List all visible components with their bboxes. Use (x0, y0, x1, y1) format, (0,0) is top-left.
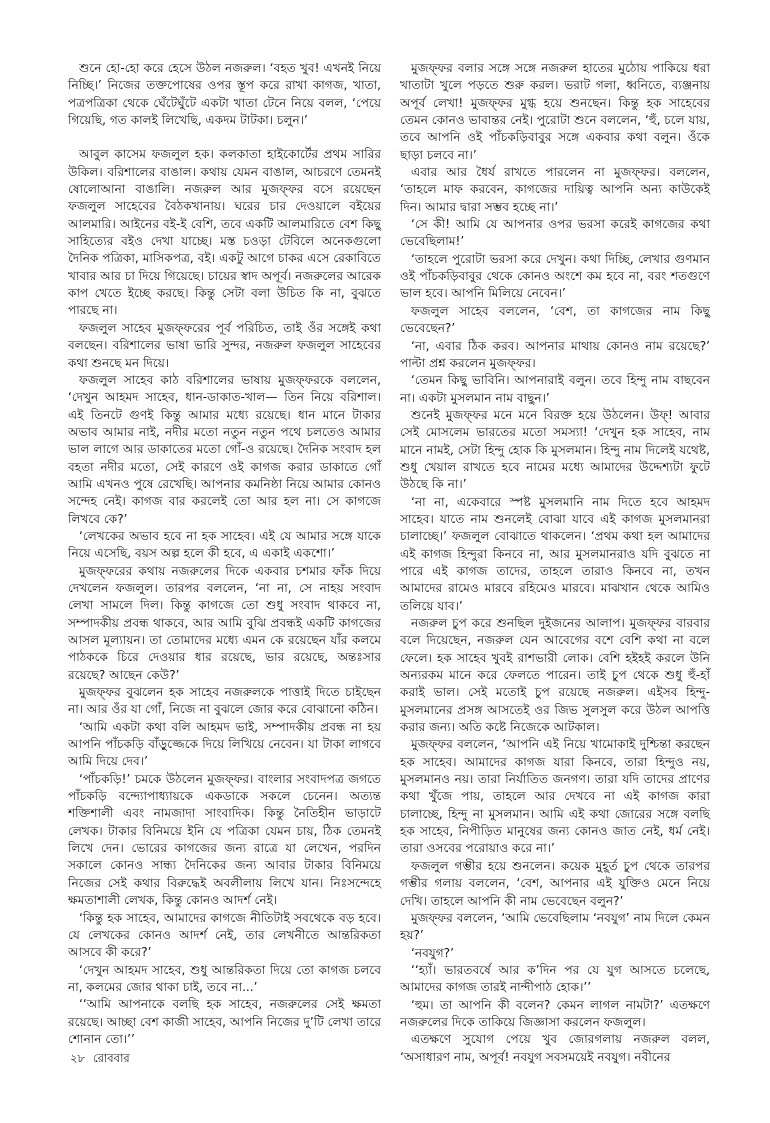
paragraph: ‘না, এবার ঠিক করব। আপনার মাথায় কোনও নাম রয়েছে?’ পাল্টা প্রশ্ন করলেন মুজফ্ফর। (400, 338, 710, 370)
right-text-column (400, 60, 710, 1066)
paragraph: ফজলুল সাহেব মুজফ্ফরের পূর্ব পরিচিত, তাই ওঁর সঙ্গেই কথা বলছেন। বরিশালের ভাষা ভারি সুন্দর, নজরুল ফজলুল সাহেবের কথা শুনছে মন দিয়ে। (68, 320, 381, 370)
page-number: ২৮ (70, 1051, 85, 1065)
paragraph: ‘নবযুগ?’ (411, 945, 454, 960)
paragraph: ‘‘হ্যাঁ। ভারতবর্ষে আর ক’দিন পর যে যুগ আসতে চলেছে, আমাদের কাগজ তারই নান্দীপাঠ হোক।’’ (400, 962, 710, 995)
paragraph: মুজফ্ফর বলার সঙ্গে সঙ্গে নজরুল হাতের মুঠোয় পাকিয়ে ধরা খাতাটা খুলে পড়তে শুরু করল। ভরাট গলা, ধ্বনিতে, ব্যঞ্জনায় অপূর্ব লেখা! মুজফ্ফর মুগ্ধ হয়ে শুনছেন। কিন্তু হক সাহেবের তেমন কোনও ভাবান্তর নেই। পুরোটা শুনে বললেন, ‘হুঁ, চলে যায়, তবে আপনি ওই পাঁচকড়িবাবুর সঙ্গে একবার কথা বলুন। ওঁকে ছাড়া চলবে না।’ (400, 61, 710, 162)
paragraph: ‘তাহলে পুরোটা ভরসা করে দেখুন। কথা দিচ্ছি, লেখার গুণমান ওই পাঁচকড়িবাবুর থেকে কোনও অংশে কম হবে না, বরং শতগুণে ভাল হবে। আপনি মিলিয়ে নেবেন।’ (400, 251, 710, 301)
paragraph: ‘সে কী! আমি যে আপনার ওপর ভরসা করেই কাগজের কথা ভেবেছিলাম!’ (400, 217, 710, 249)
paragraph: ফজলুল সাহেব কাঠ বরিশালের ভাষায় মুজফ্ফরকে বললেন, ‘দেখুন আহমদ সাহেব, ধান-ডাকাত-খাল— তিন নিয়ে বরিশাল। এই তিনটে গুণই কিন্তু আমার মধ্যে রয়েছে। ধান মানে টাকার অভাব আমার নাই, নদীর মতো নতুন নতুন পথে চলতেও আমার ভাল লাগে আর ডাকাতের মতো গোঁ-ও রয়েছে। দৈনিক সংবাদ হল বহতা নদীর মতো, সেই কারণে ওই কাগজ করার ডাকাতে গোঁ আমি এখনও পুষে রেখেছি। আপনার কমনিষ্ঠা নিয়ে আমার কোনও সন্দেহ নেই। কাগজ বার করলেই তো আর হল না। সে কাগজে লিখবে কে?’ (68, 372, 381, 526)
paragraph: ‘কিন্তু হক সাহেব, আমাদের কাগজে নীতিটাই সবথেকে বড় হবে। যে লেখকের কোনও আদর্শ নেই, তার লেখনীতে আন্তরিকতা আসবে কী করে?’ (68, 910, 381, 960)
paragraph: ফজলুল গম্ভীর হয়ে শুনলেন। কয়েক মুহূর্ত চুপ থেকে তারপর গম্ভীর গলায় বললেন, ‘বেশ, আপনার এই যুক্তিও মেনে নিয়ে দেখি। তাহলে আপনি কী নাম ভেবেছেন বলুন?’ (400, 858, 710, 908)
magazine-name: রোববার (92, 1051, 130, 1065)
paragraph: নজরুল চুপ করে শুনছিল দুইজনের আলাপ। মুজফ্ফর বারবার বলে দিয়েছেন, নজরুল যেন আবেগের বশে বেশি কথা না বলে ফেলে। হক সাহেব খুবই রাশভারী লোক। বেশি হইহই করলে উনি অন্যরকম মানে করে ফেলতে পারেন। তাই চুপ থেকে শুধু হুঁ-হাঁ করাই ভাল। সেই মতোই চুপ রয়েছে নজরুল। এইসব হিন্দু-মুসলমানের প্রসঙ্গ আসতেই ওর জিভ সুলসুল করে উঠল আপত্তি করার জন্য। অতি কষ্টে নিজেকে আটকাল। (400, 616, 710, 735)
paragraph: এবার আর ধৈর্য রাখতে পারলেন না মুজফ্ফর। বললেন, ‘তাহলে মাফ করবেন, কাগজের দায়িত্ব আপনি অন্য কাউকেই দিন। আমার দ্বারা সম্ভব হচ্ছে না।’ (400, 165, 710, 214)
paragraph: ‘আমি একটা কথা বলি আহমদ ভাই, সম্পাদকীয় প্রবন্ধ না হয় আপনি পাঁচকড়ি বাঁড়ুজ্জেকে দিয়ে লিখিয়ে নেবেন। যা টাকা লাগবে আমি দিয়ে দেব।’ (68, 719, 381, 769)
paragraph: ‘তেমন কিছু ভাবিনি। আপনারাই বলুন। তবে হিন্দু নাম বাছবেন না। একটা মুসলমান নাম বাছুন।’ (400, 373, 710, 405)
paragraph: শুনেই মুজফ্ফর মনে মনে বিরক্ত হয়ে উঠলেন। উফ্! আবার সেই মোসলেম ভারতের মতো সমস্যা! ‘দেখুন হক সাহেব, নাম মানে নামই, সেটা হিন্দু হোক কি মুসলমান। হিন্দু নাম দিলেই যথেষ্ট, শুধু খেয়াল রাখতে হবে নামের মধ্যে আমাদের উদ্দেশ্যটা ফুটে উঠছে কি না।’ (400, 407, 710, 492)
page-footer (70, 1050, 130, 1069)
paragraph: মুজফ্ফর বললেন, ‘আমি ভেবেছিলাম ‘নবযুগ’ নাম দিলে কেমন হয়?’ (400, 910, 710, 943)
paragraph: মুজফ্ফর বললেন, ‘আপনি এই নিয়ে খামোকাই দুশ্চিন্তা করছেন হক সাহেব। আমাদের কাগজ যারা কিনবে, তারা হিন্দুও নয়, মুসলমানও নয়। তারা নির্যাতিত জনগণ। তারা যদি তাদের প্রাণের কথা খুঁজে পায়, তাহলে আর দেখবে না এই কাগজ কারা চালাচ্ছে, হিন্দু না মুসলমান। আমি এই কথা জোরের সঙ্গে বলছি হক সাহেব, নিপীড়িত মানুষের জন্য কোনও জাত নেই, ধর্ম নেই। তারা ওসবের পরোয়াও করে না।’ (400, 737, 710, 856)
paragraph: ‘হুম। তা আপনি কী বলেন? কেমন লাগল নামটা?’ এতক্ষণে নজরুলের দিকে তাকিয়ে জিজ্ঞাসা করলেন ফজলুল। (400, 997, 710, 1029)
paragraph: ‘পাঁচকড়ি!’ চমকে উঠলেন মুজফ্ফর। বাংলার সংবাদপত্র জগতে পাঁচকড়ি বন্দ্যোপাধ্যায়কে একডাকে সকলে চেনেন। অত্যন্ত শক্তিশালী এবং নামজাদা সাংবাদিক। কিন্তু নৈতিহীন ভাড়াটে লেখক। টাকার বিনিময়ে ইনি যে পত্রিকা যেমন চায়, ঠিক তেমনই লিখে দেন। ভোরের কাগজের জন্য রাত্রে যা লেখেন, পরদিন সকালে কোনও সান্ধ্য দৈনিকের জন্য আবার টাকার বিনিময়ে নিজের সেই কথার বিরুদ্ধেই অবলীলায় লিখে যান। নিঃসন্দেহে ক্ষমতাশালী লেখক, কিন্তু কোনও আদর্শ নেই। (68, 771, 381, 908)
paragraph: ‘দেখুন আহমদ সাহেব, শুধু আন্তরিকতা দিয়ে তো কাগজ চলবে না, কলমের জোর থাকা চাই, তবে না...’ (68, 962, 381, 994)
paragraph: ‘লেখকের অভাব হবে না হক সাহেব। এই যে আমার সঙ্গে যাকে নিয়ে এসেছি, বয়স অল্প হলে কী হবে, এ একাই একশো।’ (68, 528, 381, 561)
paragraph: মুজফ্ফর বুঝলেন হক সাহেব নজরুলকে পাত্তাই দিতে চাইছেন না। আর ওঁর যা গোঁ, নিজে না বুঝলে জোর করে বোঝানো কঠিন। (68, 685, 381, 717)
left-text-column (68, 60, 381, 1048)
paragraph: আবুল কাসেম ফজলুল হক। কলকাতা হাইকোর্টের প্রথম সারির উকিল। বরিশালের বাঙাল। কথায় যেমন বাঙাল, আচরণে তেমনই ষোলোআনা বাঙালি। নজরুল আর মুজফ্ফর বসে রয়েছেন ফজলুল সাহেবের বৈঠকখানায়। ঘরের চার দেওয়ালে বইয়ের আলমারি। আইনের বই-ই বেশি, তবে একটি আলমারিতে বেশ কিছু সাহিত্যের বইও দেখা যাচ্ছে। মস্ত চওড়া টেবিলে অনেকগুলো দৈনিক পত্রিকা, মাসিকপত্র, বই। একটু আগে চাকর এসে রেকাবিতে খাবার আর চা দিয়ে গিয়েছে। চায়ের স্বাদ অপূর্ব। নজরুলের আরেক কাপ খেতে ইচ্ছে করছে। কিন্তু সেটা বলা উচিত কি না, বুঝতে পারছে না। (68, 147, 381, 318)
paragraph: ‘‘আমি আপনাকে বলছি হক সাহেব, নজরুলের সেই ক্ষমতা রয়েছে। আচ্ছা বেশ কাজী সাহেব, আপনি নিজের দু’টি লেখা তারে শোনান তো।’’ (68, 997, 381, 1046)
paragraph: শুনে হো-হো করে হেসে উঠল নজরুল। ‘বহত খুব! এখনই নিয়ে নিচ্ছি।’ নিজের তক্তপোষের ওপর স্তূপ করে রাখা কাগজ, খাতা, পত্রপত্রিকা থেকে ঘেঁটেঘুঁটে একটা খাতা টেনে নিয়ে বলল, ‘পেয়ে গিয়েছি, গত কালই লিখেছি, একদম টাটকা। চলুন।’ (68, 61, 381, 128)
paragraph: মুজফ্ফরের কথায় নজরুলের দিকে একবার চশমার ফাঁক দিয়ে দেখলেন ফজলুল। তারপর বললেন, ‘না না, সে নাহয় সংবাদ লেখা সামলে দিল। কিন্তু কাগজে তো শুধু সংবাদ থাকবে না, সম্পাদকীয় প্রবন্ধ থাকবে, আর আমি বুঝি প্রবন্ধই একটি কাগজের আসল মূল্যায়ন। তা তোমাদের মধ্যে এমন কে রয়েছেন যাঁর কলমে পাঠককে চিরে দেওয়ার ধার রয়েছে, ভার রয়েছে, অন্তঃসার রয়েছে? আছেন কেউ?’ (68, 563, 381, 682)
paragraph: ‘না না, একেবারে স্পষ্ট মুসলমানি নাম দিতে হবে আহমদ সাহেব। যাতে নাম শুনলেই বোঝা যাবে এই কাগজ মুসলমানরা চালাচ্ছে।’ ফজলুল বোঝাতে থাকলেন। ‘প্রথম কথা হল আমাদের এই কাগজ হিন্দুরা কিনবে না, আর মুসলমানরাও যদি বুঝতে না পারে এই কাগজ তাদের, তাহলে তারাও কিনবে না, তখন আমাদের রামেও মারবে রহিমেও মারবে। মাঝখান থেকে আমিও তলিয়ে যাব।’ (400, 494, 710, 613)
paragraph: ফজলুল সাহেব বললেন, ‘বেশ, তা কাগজের নাম কিছু ভেবেছেন?’ (400, 303, 710, 336)
paragraph: এতক্ষণে সুযোগ পেয়ে খুব জোরগলায় নজরুল বলল, ‘অসাধারণ নাম, অপূর্ব! নবযুগ সবসময়েই নবযুগ। নবীনের (400, 1032, 710, 1064)
